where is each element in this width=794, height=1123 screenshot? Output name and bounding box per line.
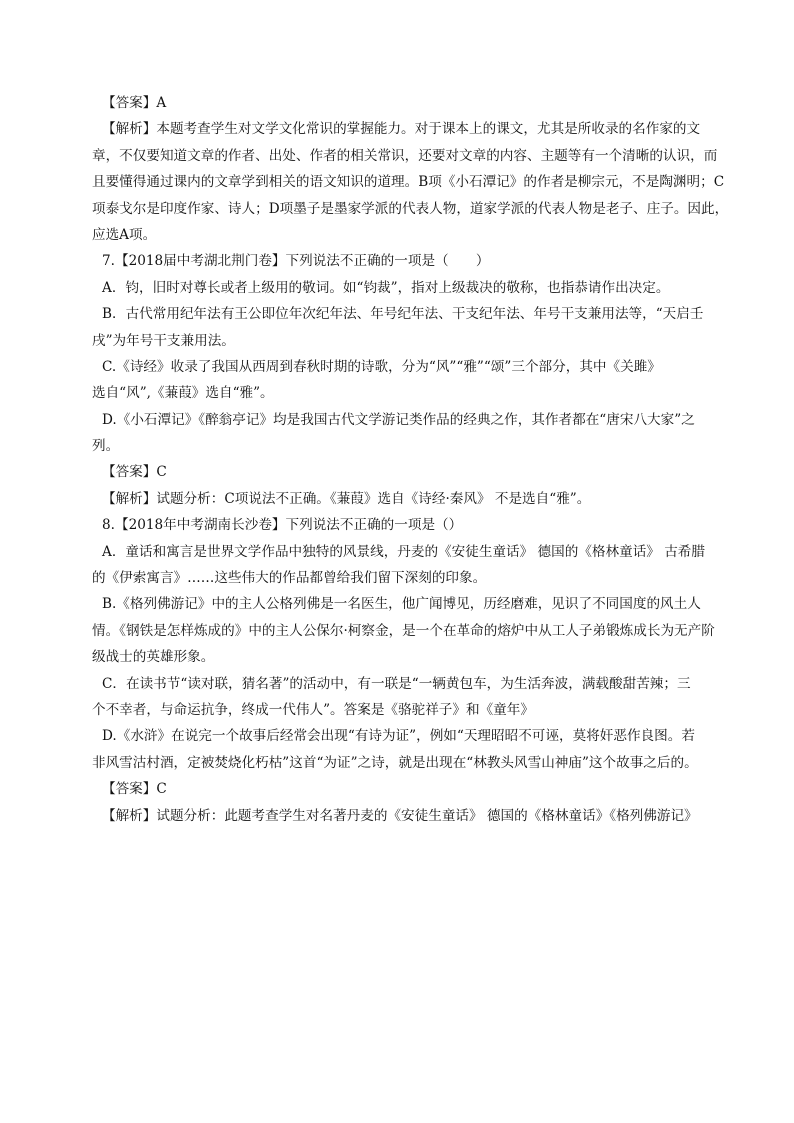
answer-label-q7: 【答案】C (102, 464, 167, 481)
answer-label-q6: 【答案】A (102, 95, 167, 111)
question-7-option-b-line-2: 戌”为年号干支兼用法。 (92, 332, 235, 349)
document-body (92, 90, 732, 829)
question-7-option-d-line-2: 列。 (92, 438, 120, 455)
question-7-stem: 7.【2018届中考湖北荆门卷】下列说法不正确的一项是（ ） (102, 253, 490, 270)
answer-label-q8: 【答案】C (102, 781, 167, 798)
analysis-q8: 【解析】试题分析：此题考查学生对名著丹麦的《安徒生童话》 德国的《格林童话》《格列佛游记》 (102, 807, 698, 824)
question-8-option-c-line-1: C．在读书节“读对联，猜名著”的活动中，有一联是“一辆黄包车，为生活奔波，满载酸甜苦辣；三 (102, 675, 691, 692)
question-8-option-d-line-2: 非风雪沽村酒，定被焚烧化朽枯”这首“为证”之诗，就是出现在“林教头风雪山神庙”这个故事之后的。 (92, 754, 698, 771)
analysis-q6-line-1: 【解析】本题考查学生对文学文化常识的掌握能力。对于课本上的课文，尤其是所收录的名作家的文 (102, 121, 701, 138)
question-7-option-c-line-1: C.《诗经》收录了我国从西周到春秋时期的诗歌，分为“风”“雅”“颂”三个部分，其中《关雎》 (102, 358, 661, 375)
question-7-option-a: A．钧，旧时对尊长或者上级用的敬词。如“钧裁”，指对上级裁决的敬称，也指恭请作出决定。 (102, 279, 670, 296)
question-7-option-b-line-1: B．古代常用纪年法有王公即位年次纪年法、年号纪年法、干支纪年法、年号干支兼用法等，“天启壬 (102, 306, 704, 323)
question-8-option-d-line-1: D.《水浒》在说完一个故事后经常会出现“有诗为证”，例如“天理昭昭不可诬，莫将奸恶作良图。若 (102, 728, 695, 745)
question-8-option-a-line-1: A．童话和寓言是世界文学作品中独特的风景线，丹麦的《安徒生童话》 德国的《格林童话》 古希腊 (102, 543, 705, 560)
question-8-option-b-line-1: B.《格列佛游记》中的主人公格列佛是一名医生，他广闻博见，历经磨难，见识了不同国度的风土人 (102, 596, 701, 613)
analysis-q7: 【解析】试题分析：C项说法不正确。《蒹葭》选自《诗经·秦风》 不是选自“雅”。 (102, 490, 591, 507)
question-8-option-b-line-2: 情。《钢铁是怎样炼成的》中的主人公保尔·柯察金，是一个在革命的熔炉中从工人子弟锻炼成长为无产阶 (92, 622, 715, 639)
question-8-option-a-line-2: 的《伊索寓言》……这些伟大的作品都曾给我们留下深刻的印象。 (92, 570, 487, 587)
question-8-stem: 8.【2018年中考湖南长沙卷】下列说法不正确的一项是（） (102, 517, 463, 534)
analysis-q6-line-3: 且要懂得通过课内的文章学到相关的语文知识的道理。B项《小石潭记》的作者是柳宗元，不是陶渊明；C (92, 174, 725, 191)
question-8-option-c-line-2: 个不幸者，与命运抗争，终成一代伟人”。答案是《骆驼祥子》和《童年》 (92, 701, 534, 718)
analysis-q6-line-5: 应选A项。 (92, 226, 157, 243)
analysis-q6-line-2: 章，不仅要知道文章的作者、出处、作者的相关常识，还要对文章的内容、主题等有一个清晰的认识，而 (92, 147, 718, 164)
analysis-q6-line-4: 项泰戈尔是印度作家、诗人；D项墨子是墨家学派的代表人物，道家学派的代表人物是老子、庄子。因此， (92, 200, 729, 217)
question-7-option-d-line-1: D.《小石潭记》《醉翁亭记》均是我国古代文学游记类作品的经典之作，其作者都在“唐宋八大家”之 (102, 411, 695, 428)
question-8-option-b-line-3: 级战士的英雄形象。 (92, 649, 215, 666)
question-7-option-c-line-2: 选自“风”,《蒹葭》选自“雅”。 (92, 385, 274, 402)
